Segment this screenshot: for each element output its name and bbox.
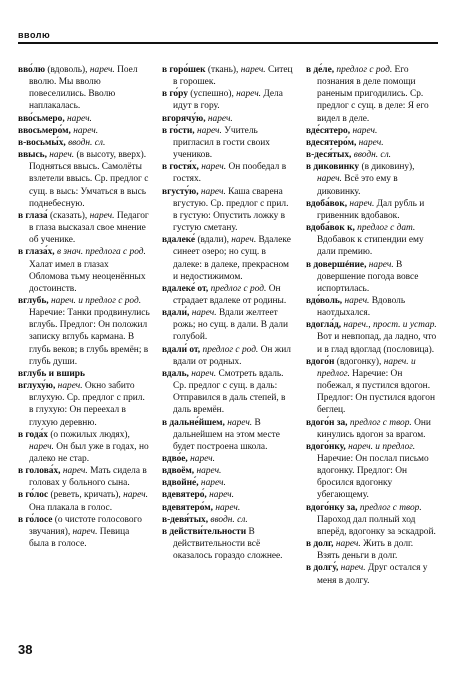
entry-definition: Окно забито вглухую. Ср. предлог с прил. в глухую: Он переехал в глухую деревню.	[29, 381, 145, 428]
dictionary-entry	[162, 344, 294, 368]
entry-grammar-tag: нареч.	[215, 502, 241, 513]
entry-grammar-tag: нареч. и предлог.	[348, 441, 416, 452]
dictionary-entry	[306, 562, 438, 586]
entry-grammar-tag: нареч. и предлог с род.	[51, 295, 142, 306]
entry-headword: вдоба́вок,	[306, 198, 348, 209]
entry-definition: В довершение погода вовсе испортилась.	[317, 259, 419, 294]
entry-grammar-tag: предлог с род.	[210, 283, 267, 294]
entry-headword: в голова́х,	[18, 466, 61, 477]
entry-definition: Смотреть вдаль. Ср. предлог с сущ. в даль: Отправился в даль степей, в даль времён.	[173, 368, 286, 416]
entry-headword: вгорячу́ю,	[162, 113, 206, 124]
column-3	[306, 64, 438, 587]
entry-grammar-tag: нареч.	[73, 125, 99, 136]
entry-headword: в долгу́,	[306, 563, 339, 574]
dictionary-entry	[18, 465, 150, 489]
entry-grammar-tag: нареч.	[231, 235, 257, 246]
entry-headword: вдали́,	[162, 308, 190, 319]
entry-grammar-tag: нареч.	[358, 137, 384, 148]
dictionary-entry	[306, 161, 438, 197]
running-header	[18, 30, 438, 44]
dictionary-entry	[162, 64, 294, 88]
entry-headword: в глаза́х,	[18, 247, 55, 258]
dictionary-entry	[306, 137, 438, 149]
entry-columns	[18, 64, 438, 640]
entry-grammar-tag: нареч.	[352, 125, 378, 136]
dictionary-entry	[18, 64, 150, 113]
dictionary-entry	[18, 489, 150, 513]
entry-grammar-tag: нареч.	[196, 466, 222, 477]
entry-grammar-tag: нареч.	[340, 563, 366, 574]
dictionary-entry	[18, 210, 150, 246]
entry-headword: в го́лосе	[18, 514, 53, 525]
entry-headword: вдоба́вок к,	[306, 223, 355, 234]
entry-headword: вдого́нку,	[306, 441, 346, 452]
entry-grammar-tag: нареч.	[190, 454, 215, 464]
entry-definition: Его познания в деле помощи раненым пригодились. Ср. предлог с сущ. в деле: Я его видел в деле.	[317, 65, 429, 124]
entry-grammar-tag: вводн. сл.	[210, 514, 248, 525]
dictionary-entry	[306, 198, 438, 222]
entry-definition: Он жил вдали от родных.	[173, 344, 291, 367]
entry-headword: в-деся́тых,	[306, 150, 352, 161]
entry-definition: (в высоту, вверх). Подняться ввысь. Самолёты взлетели ввысь. Ср. предлог с сущ. в высь: Умчаться в высь поднебесную.	[29, 150, 149, 209]
dictionary-entry	[306, 125, 438, 137]
entry-headword: вдали́ от,	[162, 344, 201, 355]
entry-grammar-tag: вводн. сл.	[353, 150, 392, 161]
dictionary-entry	[162, 186, 294, 235]
dictionary-entry	[162, 88, 294, 112]
entry-note: (ткань),	[205, 65, 241, 75]
entry-headword: вдо́воль,	[306, 295, 343, 306]
entry-grammar-tag: предлог с род.	[336, 65, 393, 75]
dictionary-entry	[306, 356, 438, 417]
dictionary-entry	[162, 514, 294, 526]
entry-grammar-tag: нареч.	[227, 417, 253, 428]
dictionary-entry	[18, 295, 150, 368]
entry-headword: вдогла́д,	[306, 320, 342, 331]
dictionary-entry	[162, 489, 294, 501]
entry-definition: Ситец в горошек.	[173, 65, 293, 88]
entry-grammar-tag: нареч.	[201, 162, 227, 173]
entry-headword: вдалеке́	[162, 235, 196, 246]
entry-definition: Поел вволю. Мы вволю повеселились. Вволю наплакалась.	[29, 65, 138, 112]
entry-headword: в го́ру	[162, 89, 188, 100]
entry-definition: Певица была в голосе.	[29, 526, 130, 550]
entry-grammar-tag: нареч.	[200, 186, 226, 197]
dictionary-entry	[162, 113, 294, 125]
dictionary-entry	[18, 368, 150, 380]
dictionary-entry	[162, 477, 294, 489]
entry-definition: Наречие: Танки продвинулись вглубь. Предлог: Он положил записку вглубь кармана. В глубь веков; в глубь времён; в глубь души.	[29, 308, 150, 367]
entry-grammar-tag: нареч.	[200, 478, 226, 489]
entry-grammar-tag: нареч.	[317, 174, 342, 185]
entry-grammar-tag: нареч. и предлог.	[317, 356, 416, 379]
entry-headword: в гостя́х,	[162, 162, 199, 173]
dictionary-entry	[162, 526, 294, 562]
entry-headword: вде́сятеро,	[306, 125, 351, 136]
dictionary-entry	[306, 502, 438, 538]
entry-definition: Дела идут в гору.	[173, 89, 283, 112]
entry-grammar-tag: вводн. сл.	[68, 137, 106, 148]
entry-headword: вглубь и вширь	[18, 368, 85, 379]
entry-grammar-tag: нареч.	[349, 198, 375, 209]
entry-headword: вдевятеро́м,	[162, 502, 213, 513]
dictionary-entry	[18, 514, 150, 550]
entry-note: (успешно),	[187, 89, 237, 100]
entry-headword: вдалеке́ от,	[162, 283, 209, 294]
page-number: 38	[18, 642, 33, 657]
dictionary-entry	[18, 137, 150, 149]
entry-headword: вглубь,	[18, 295, 49, 306]
entry-note: (о чистоте голосового звучания),	[29, 514, 142, 537]
dictionary-entry	[18, 125, 150, 137]
entry-grammar-tag: нареч.	[72, 526, 98, 537]
entry-headword: вглуху́ю,	[18, 381, 56, 392]
entry-definition: Всё это ему в диковинку.	[317, 174, 398, 197]
entry-headword: ввосьмеро́м,	[18, 125, 71, 136]
entry-headword: в де́ле,	[306, 65, 335, 75]
entry-headword: вдевятеро́,	[162, 490, 207, 501]
entry-definition: Халат имел в глазах Обломова тьму неоценённых достоинств.	[29, 259, 146, 294]
dictionary-entry	[306, 222, 438, 258]
entry-grammar-tag: нареч.	[191, 308, 217, 319]
entry-headword: в довершéние,	[306, 259, 367, 270]
entry-headword: вво́сьмеро,	[18, 113, 65, 124]
entry-grammar-tag: нареч.	[196, 125, 222, 136]
entry-headword: вдесятеро́м,	[306, 137, 357, 148]
dictionary-entry	[306, 319, 438, 355]
entry-note: (сказать),	[47, 210, 90, 221]
entry-headword: в-девя́тых,	[162, 514, 209, 525]
entry-definition: Учитель пригласил в гости своих учеников.	[173, 125, 270, 161]
entry-definition: Дал рубль и гривенник вдобавок.	[317, 198, 425, 221]
entry-grammar-tag: нареч.	[49, 150, 75, 161]
entry-headword: ввысь,	[18, 150, 47, 161]
entry-definition: Вдали желтеет рожь; но сущ. в дали. В дали голубой.	[173, 308, 288, 343]
entry-grammar-tag: предлог с дат.	[357, 223, 416, 234]
entry-grammar-tag: нареч.	[236, 89, 262, 100]
entry-definition: Наречие: Он побежал, я пустился вдогон. Предлог: Он пустился вдогон беглец.	[317, 368, 435, 416]
entry-definition: Он пообедал в гостях.	[173, 162, 287, 185]
dictionary-entry	[306, 295, 438, 319]
entry-note: (реветь, кричать),	[48, 490, 124, 501]
entry-headword: в диковинку	[306, 162, 360, 173]
dictionary-entry	[306, 149, 438, 161]
entry-headword: в долг,	[306, 539, 334, 550]
dictionary-entry	[306, 538, 438, 562]
entry-definition: Наречие: Он послал письмо вдогонку. Предлог: Он бросился вдогонку убегающему.	[317, 454, 429, 501]
entry-grammar-tag: предлог с род.	[202, 344, 259, 355]
entry-headword: в-восьмы́х,	[18, 137, 66, 148]
entry-definition: Вот и невпопад, да ладно, что и в глад вдоглад (пословица).	[317, 332, 437, 355]
dictionary-entry	[162, 453, 294, 465]
entry-headword: в го́сти,	[162, 125, 195, 136]
dictionary-entry	[18, 113, 150, 125]
entry-definition: Мать сидела в головах у больного сына.	[29, 466, 147, 489]
entry-definition: Она плакала в голос.	[29, 502, 113, 513]
dictionary-entry	[162, 307, 294, 343]
entry-grammar-tag: нареч.	[368, 259, 394, 270]
entry-definition: Он был уже в годах, но далеко не стар.	[29, 441, 149, 464]
dictionary-entry	[18, 380, 150, 429]
entry-grammar-tag: предлог с твор.	[359, 502, 422, 513]
entry-note: (в диковину),	[359, 162, 415, 173]
entry-headword: в действи́тельности	[162, 526, 247, 537]
dictionary-entry	[306, 441, 438, 502]
dictionary-entry	[162, 465, 294, 477]
entry-grammar-tag: нареч.	[240, 65, 266, 75]
dictionary-entry	[162, 502, 294, 514]
dictionary-entry	[306, 259, 438, 295]
dictionary-entry	[162, 234, 294, 283]
entry-grammar-tag: нареч.	[89, 65, 115, 75]
dictionary-entry	[162, 161, 294, 185]
entry-definition: Вдалеке синеет озеро; но сущ. в далеке: в далеке, прекрасном и недостижимом.	[173, 235, 291, 282]
entry-headword: в го́лос	[18, 490, 49, 501]
entry-headword: вдого́н	[306, 356, 335, 367]
entry-grammar-tag: нареч.	[57, 381, 83, 392]
dictionary-entry	[162, 417, 294, 453]
entry-definition: Пароход дал полный ход вперёд, вдогонку за эскадрой.	[317, 514, 436, 537]
column-1	[18, 64, 150, 550]
entry-note: (о пожилых людях),	[47, 429, 130, 440]
entry-grammar-tag: нареч.	[335, 539, 361, 550]
entry-grammar-tag: нареч.	[207, 113, 233, 124]
entry-headword: в года́х	[18, 429, 48, 440]
entry-definition: В дальнейшем на этом месте будет построена школа.	[173, 417, 280, 452]
entry-grammar-tag: нареч.	[191, 368, 217, 379]
entry-grammar-tag: нареч.	[67, 113, 92, 124]
entry-definition: Педагог в глаза высказал свое мнение об ученике.	[29, 210, 149, 246]
entry-grammar-tag: нареч.	[209, 490, 234, 501]
entry-headword: в глаза́	[18, 210, 48, 221]
entry-note: (вдали),	[195, 235, 232, 246]
entry-definition: Он страдает вдалеке от родины.	[173, 283, 287, 306]
entry-headword: в горо́шек	[162, 65, 206, 75]
entry-headword: вдво́е,	[162, 454, 188, 464]
header-word: вволю	[18, 30, 51, 40]
entry-headword: вдвойне́,	[162, 478, 199, 489]
entry-definition: Каша сварена вгустую. Ср. предлог с прил. в густую: Опустить ложку в густую сметану.	[173, 186, 289, 234]
entry-grammar-tag: в знач. предлога с род.	[56, 247, 146, 258]
entry-headword: в дальне́йшем,	[162, 417, 225, 428]
entry-grammar-tag: предлог с твор.	[349, 417, 412, 428]
entry-definition: Вдобавок к стипендии ему дали премию.	[317, 235, 424, 258]
entry-definition: Вдоволь наотдыхался.	[317, 295, 406, 319]
entry-grammar-tag: нареч.	[344, 295, 370, 306]
entry-headword: вгусту́ю,	[162, 186, 199, 197]
entry-grammar-tag: нареч., прост. и устар.	[343, 320, 437, 331]
column-2	[162, 64, 294, 562]
dictionary-entry	[162, 368, 294, 417]
entry-definition: Жить в долг. Взять деньги в долг.	[317, 539, 414, 562]
dictionary-entry	[18, 429, 150, 465]
dictionary-entry	[162, 283, 294, 307]
dictionary-entry	[18, 149, 150, 210]
entry-headword: вдвоём,	[162, 466, 195, 477]
dictionary-entry	[306, 64, 438, 125]
entry-note: (вдогонку),	[334, 356, 384, 367]
entry-definition: В действительности всё оказалось гораздо сложнее.	[173, 526, 283, 562]
entry-grammar-tag: нареч.	[62, 466, 88, 477]
entry-definition: Друг остался у меня в долгу.	[317, 563, 428, 586]
entry-grammar-tag: нареч.	[89, 210, 115, 221]
dictionary-entry	[306, 417, 438, 441]
entry-definition: Они кинулись вдогон за врагом.	[317, 417, 431, 440]
entry-grammar-tag: нареч.	[29, 441, 54, 452]
entry-headword: вдого́н за,	[306, 417, 348, 428]
entry-headword: вво́лю	[18, 65, 46, 75]
dictionary-entry	[162, 125, 294, 161]
dictionary-entry	[18, 246, 150, 295]
entry-headword: вдаль,	[162, 368, 189, 379]
entry-note: (вдоволь),	[45, 65, 90, 75]
entry-headword: вдого́нку за,	[306, 502, 358, 513]
entry-grammar-tag: нареч.	[123, 490, 148, 501]
